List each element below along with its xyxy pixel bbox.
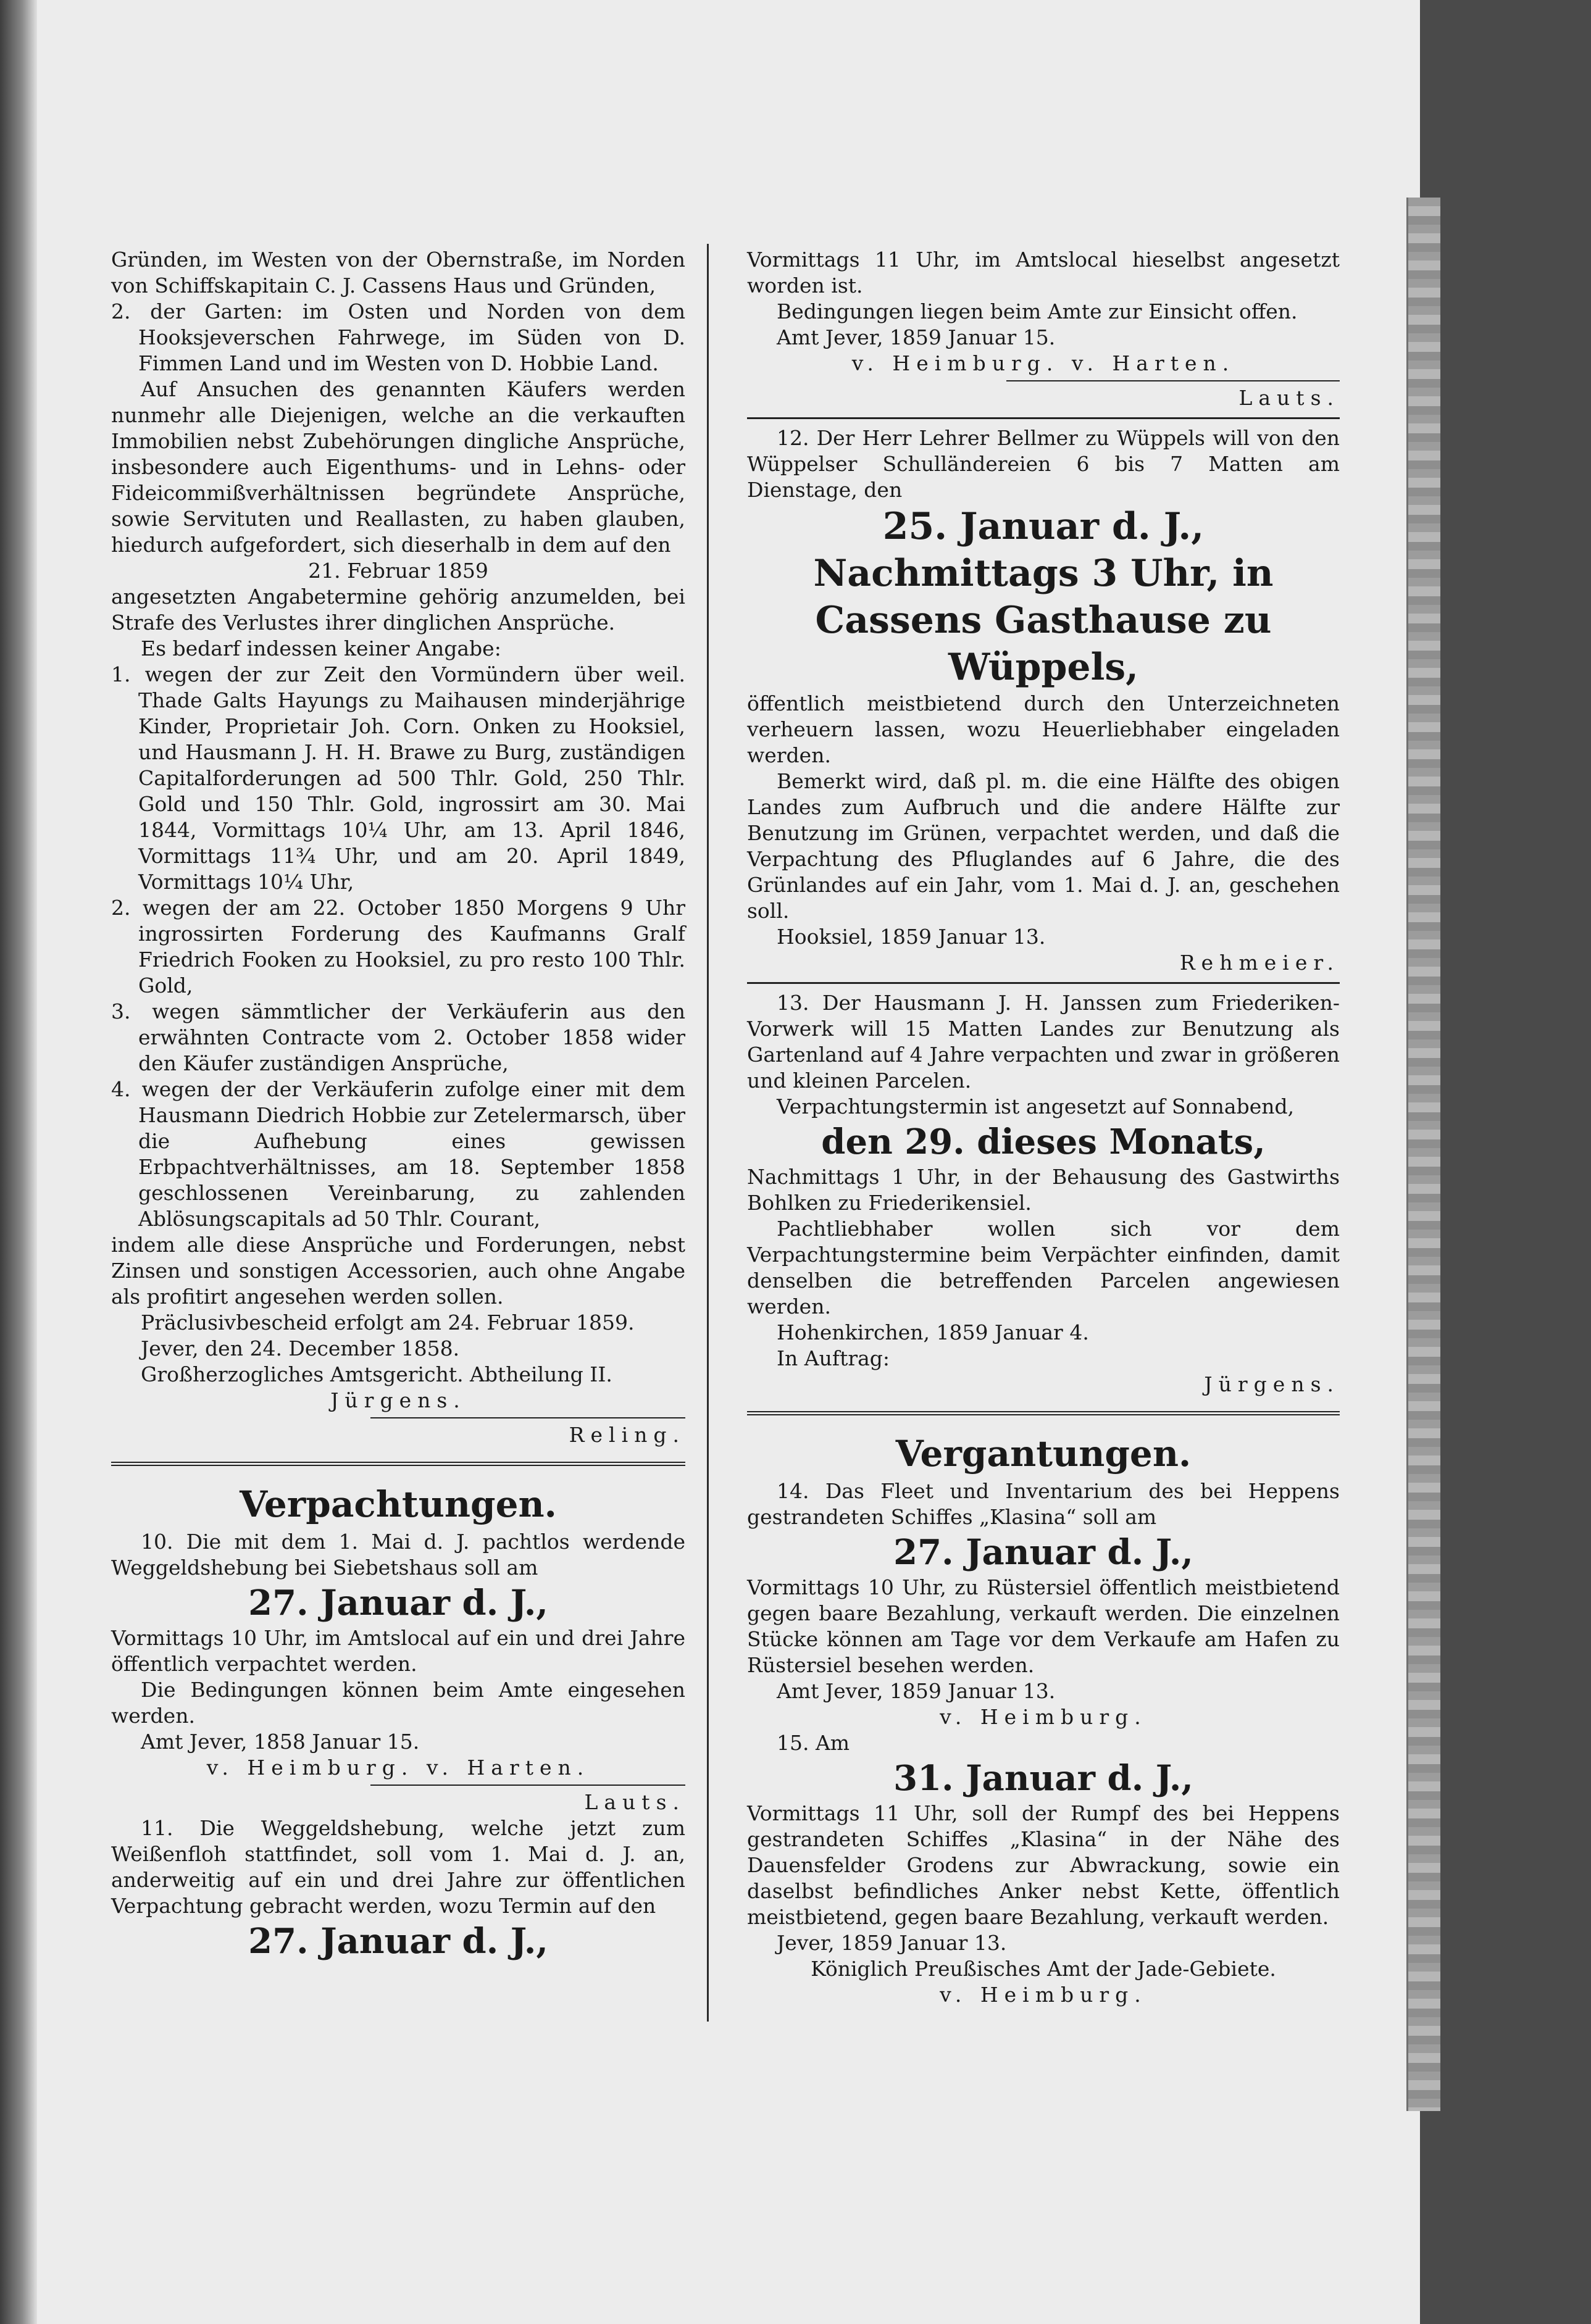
notice-13-body: Nachmittags 1 Uhr, in der Behausung des Gastwirths Bohlken zu Friederikensiel. (747, 1165, 1340, 1215)
notice-13: 13. Der Hausmann J. H. Janssen zum Friederiken-Vorwerk will 15 Matten Landes zur Benutzung als Gartenland auf 4 Jahre verpachten und zwar in größeren und kleinen Parcelen. (747, 991, 1340, 1093)
summons-continuation: angesetzten Angabetermine gehörig anzumelden, bei Strafe des Verlustes ihrer dinglichen Ansprüche. (111, 585, 685, 635)
exception-intro: Es bedarf indessen keiner Angabe: (141, 636, 501, 660)
column-divider (707, 244, 709, 2022)
court-name: Großherzogliches Amtsgericht. Abtheilung II. (141, 1362, 612, 1386)
book-binding (1420, 0, 1591, 2324)
signature: Jürgens. (330, 1388, 466, 1412)
notice-10-body: Vormittags 10 Uhr, im Amtslocal auf ein und drei Jahre öffentlich verpachtet werden. (111, 1626, 685, 1676)
notice-date: 27. Januar d. J., (893, 1532, 1193, 1573)
right-column (747, 247, 1340, 2008)
signature-rule (370, 1785, 685, 1786)
notice-12-body: öffentlich meistbietend durch den Unterzeichneten verheuern lassen, wozu Heuerliebhaber eingeladen werden. (747, 691, 1340, 767)
notice-14: 14. Das Fleet und Inventarium des bei Heppens gestrandeten Schiffes „Klasina“ soll am (747, 1479, 1340, 1529)
notice-date: 25. Januar d. J., Nachmittags 3 Uhr, in Cassens Gasthause zu Wüppels, (813, 505, 1274, 689)
notice-11: 11. Die Weggeldshebung, welche jetzt zum Weißenfloh stattfindet, soll vom 1. Mai d. J. an, anderweitig auf ein und drei Jahre zur öffentlichen Verpachtung gebracht werden, wozu Termin auf den (111, 1816, 685, 1918)
place-date: Amt Jever, 1859 Januar 13. (777, 1679, 1056, 1703)
praeclusiv-notice: Präclusivbescheid erfolgt am 24. Februar 1859. (141, 1310, 635, 1335)
exception-item: 3. wegen sämmtlicher der Verkäuferin aus den erwähnten Contracte vom 2. October 1858 wider den Käufer zuständigen Ansprüche, (111, 999, 685, 1075)
place-date: Amt Jever, 1859 Januar 15. (777, 325, 1056, 349)
signature: Reling. (569, 1423, 685, 1447)
place-date: Hohenkirchen, 1859 Januar 4. (777, 1320, 1089, 1344)
signature: Rehmeier. (1179, 951, 1340, 975)
property-description: Gründen, im Westen von der Obernstraße, im Norden von Schiffskapitain C. J. Cassens Haus und Gründen, (111, 248, 685, 298)
signature: v. Heimburg. v. Harten. (851, 351, 1235, 375)
section-heading: Vergantungen. (895, 1433, 1192, 1475)
closing-text: indem alle diese Ansprüche und Forderungen, nebst Zinsen und sonstigen Accessorien, auch ohne Angabe als profitirt angesehen werden sollen. (111, 1233, 685, 1309)
section-heading: Verpachtungen. (240, 1483, 557, 1525)
summons-text: Auf Ansuchen des genannten Käufers werden nunmehr alle Diejenigen, welche an die verkauften Immobilien nebst Zubehörungen dingliche Ansprüche, insbesondere auch Eigenthums- und in Lehns- oder Fideicommißverhältnissen begründete Ansprüche, sowie Servituten und Reallasten, zu haben glauben, hiedurch aufgefordert, sich dieserhalb in dem auf den (111, 377, 685, 557)
exception-item: 4. wegen der der Verkäuferin zufolge einer mit dem Hausmann Diedrich Hobbie zur Zetelermarsch, über die Aufhebung eines gewissen Erbpachtverhältnisses, am 18. September 1858 geschlossenen Vereinbarung, zu zahlenden Ablösungscapitals ad 50 Thlr. Courant, (111, 1077, 685, 1231)
property-item-garden: 2. der Garten: im Osten und Norden von dem Hooksjeverschen Fahrwege, im Süden von D. Fimmen Land und im Westen von D. Hobbie Land. (111, 299, 685, 375)
notice-13-term: Verpachtungstermin ist angesetzt auf Sonnabend, (777, 1094, 1295, 1118)
signature: v. Heimburg. (940, 1705, 1147, 1729)
section-rule (111, 1462, 685, 1466)
place-date: Hooksiel, 1859 Januar 13. (777, 925, 1046, 949)
notice-13-note: Pachtliebhaber wollen sich vor dem Verpachtungstermine beim Verpächter einfinden, damit denselben die betreffenden Parcelen angewiesen werden. (747, 1217, 1340, 1318)
notice-12-remark: Bemerkt wird, daß pl. m. die eine Hälfte des obigen Landes zum Aufbruch und die andere Hälfte zur Benutzung im Grünen, verpachtet werden, und daß die Verpachtung des Pfluglandes auf 6 Jahre, die des Grünlandes auf ein Jahr, vom 1. Mai d. J. an, geschehen soll. (747, 769, 1340, 923)
section-rule (747, 1411, 1340, 1415)
place-date: Amt Jever, 1858 Januar 15. (141, 1730, 420, 1754)
notice-12: 12. Der Herr Lehrer Bellmer zu Wüppels will von den Wüppelser Schulländereien 6 bis 7 Matten am Dienstage, den (747, 426, 1340, 502)
commission-label: In Auftrag: (777, 1346, 890, 1370)
notice-14-body: Vormittags 10 Uhr, zu Rüstersiel öffentlich meistbietend gegen baare Bezahlung, verkauft werden. Die einzelnen Stücke können am Tage vor dem Verkaufe am Hafen zu Rüstersiel besehen werden. (747, 1575, 1340, 1677)
signature: v. Heimburg. v. Harten. (206, 1755, 590, 1780)
conditions-text: Bedingungen liegen beim Amte zur Einsicht offen. (777, 299, 1298, 323)
notice-15: 15. Am (777, 1731, 850, 1755)
signature-rule (1006, 380, 1340, 381)
deadline-date: 21. Februar 1859 (308, 559, 488, 583)
exception-item: 1. wegen der zur Zeit den Vormündern über weil. Thade Galts Hayungs zu Maihausen minderjährige Kinder, Proprietair Joh. Corn. Onken zu Hooksiel, und Hausmann J. H. H. Brawe zu Burg, zuständigen Capitalforderungen ad 500 Thlr. Gold, 250 Thlr. Gold und 150 Thlr. Gold, ingrossirt am 30. Mai 1844, Vormittags 10¼ Uhr, am 13. April 1846, Vormittags 11¾ Uhr, und am 20. April 1849, Vormittags 10¼ Uhr, (111, 662, 685, 894)
notice-separator (747, 982, 1340, 984)
signature: v. Heimburg. (940, 1983, 1147, 2007)
notice-date: 31. Januar d. J., (893, 1758, 1193, 1799)
notice-15-body: Vormittags 11 Uhr, soll der Rumpf des bei Heppens gestrandeten Schiffes „Klasina“ in der Nähe des Dauensfelder Grodens zur Abwrackung, sowie ein daselbst befindliches Anker nebst Kette, öffentlich meistbietend, gegen baare Bezahlung, verkauft werden. (747, 1801, 1340, 1929)
signature: Jürgens. (1204, 1372, 1340, 1396)
signature: Lauts. (584, 1790, 685, 1814)
notice-separator (747, 417, 1340, 419)
place-date: Jever, 1859 Januar 13. (777, 1931, 1007, 1955)
notice-date: 27. Januar d. J., (248, 1583, 548, 1623)
office-name: Königlich Preußisches Amt der Jade-Gebiete. (811, 1957, 1276, 1981)
notice-continuation: Vormittags 11 Uhr, im Amtslocal hieselbst angesetzt worden ist. (747, 248, 1340, 298)
binding-spine (1406, 198, 1440, 2111)
signature: Lauts. (1238, 386, 1340, 410)
notice-date: den 29. dieses Monats, (821, 1122, 1266, 1162)
signature-rule (370, 1417, 685, 1418)
notice-10: 10. Die mit dem 1. Mai d. J. pachtlos werdende Weggeldshebung bei Siebetshaus soll am (111, 1530, 685, 1580)
exception-item: 2. wegen der am 22. October 1850 Morgens 9 Uhr ingrossirten Forderung des Kaufmanns Gralf Friedrich Fooken zu Hooksiel, zu pro resto 100 Thlr. Gold, (111, 896, 685, 997)
page-gutter (0, 0, 37, 2324)
left-column (111, 247, 685, 1964)
notice-date: 27. Januar d. J., (248, 1921, 548, 1962)
place-date: Jever, den 24. December 1858. (141, 1336, 460, 1360)
notice-10-conditions: Die Bedingungen können beim Amte eingesehen werden. (111, 1678, 685, 1728)
